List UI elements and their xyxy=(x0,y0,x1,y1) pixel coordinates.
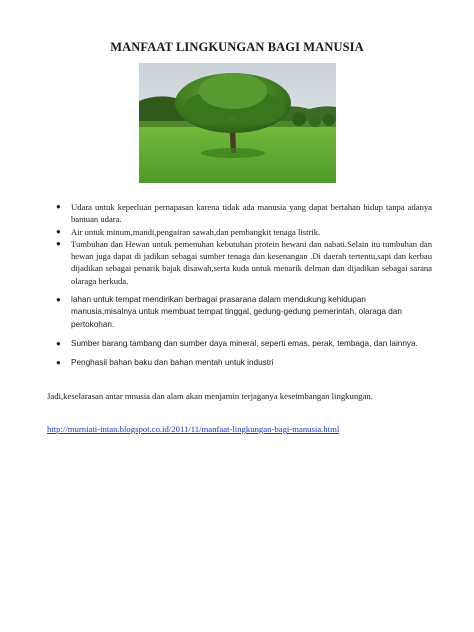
bullet-icon: ● xyxy=(56,295,61,305)
list-item xyxy=(40,294,432,331)
list-item xyxy=(40,357,432,369)
list-item-text: Sumber barang tambang dan sumber daya mineral, seperti emas, perak, tembaga, dan lainnya. xyxy=(71,338,418,348)
list-item xyxy=(40,238,432,287)
bullet-icon: ● xyxy=(56,338,61,348)
list-item-text: lahan untuk tempat mendirikan berbagai prasarana dalam mendukung kehidupan manusia,misalnya untuk membuat tempat tinggal, gedung-gedung pemerintah, olaraga dan pertokohan. xyxy=(71,295,402,329)
bullet-icon: ● xyxy=(56,358,61,368)
list-item-text: Air untuk minum,mandi,pengairan sawah,dan pembangkit tenaga listrik. xyxy=(71,226,321,237)
list-item xyxy=(40,338,432,350)
bullet-icon: ● xyxy=(56,238,61,248)
list-item-text: Tumbuhan dan Hewan untuk pemenuhan kebutuhan protein hewani dan nabati.Selain itu tumbuhan dan hewan juga dapat di jadikan sebagai sumber tenaga dan kesenangan .Di daerah tertentu,sapi dan kerbau dijadikan sebagai penarik bajak disawah,serta kuda untuk menarik delman dan dijadikan sebagai sarana olaraga berkuda. xyxy=(71,238,432,286)
list-item xyxy=(40,201,432,226)
list-item-text: Udara untuk keperluan pernapasan karena tidak ada manusia yang dapat bertahan hidup tanpa adanya bantuan udara. xyxy=(71,202,432,225)
page-title: MANFAAT LINGKUNGAN BAGI MANUSIA xyxy=(110,40,364,54)
bullet-icon: ● xyxy=(56,202,61,211)
benefits-list xyxy=(40,201,432,370)
source-link[interactable]: http://murniati-intan.blogspot.co.id/2011/11/manfaat-lingkungan-bagi-manusia.html xyxy=(47,424,340,434)
bullet-icon: ● xyxy=(56,226,61,236)
conclusion-paragraph: Jadi,keselarasan antar mnusia dan alam akan menjamin terjaganya keseimbangan lingkungan. xyxy=(47,391,373,401)
list-item xyxy=(40,226,432,238)
tree-landscape-photo xyxy=(139,63,336,183)
list-item-text: Penghasil bahan baku dan bahan mentah untuk industri xyxy=(71,358,274,368)
